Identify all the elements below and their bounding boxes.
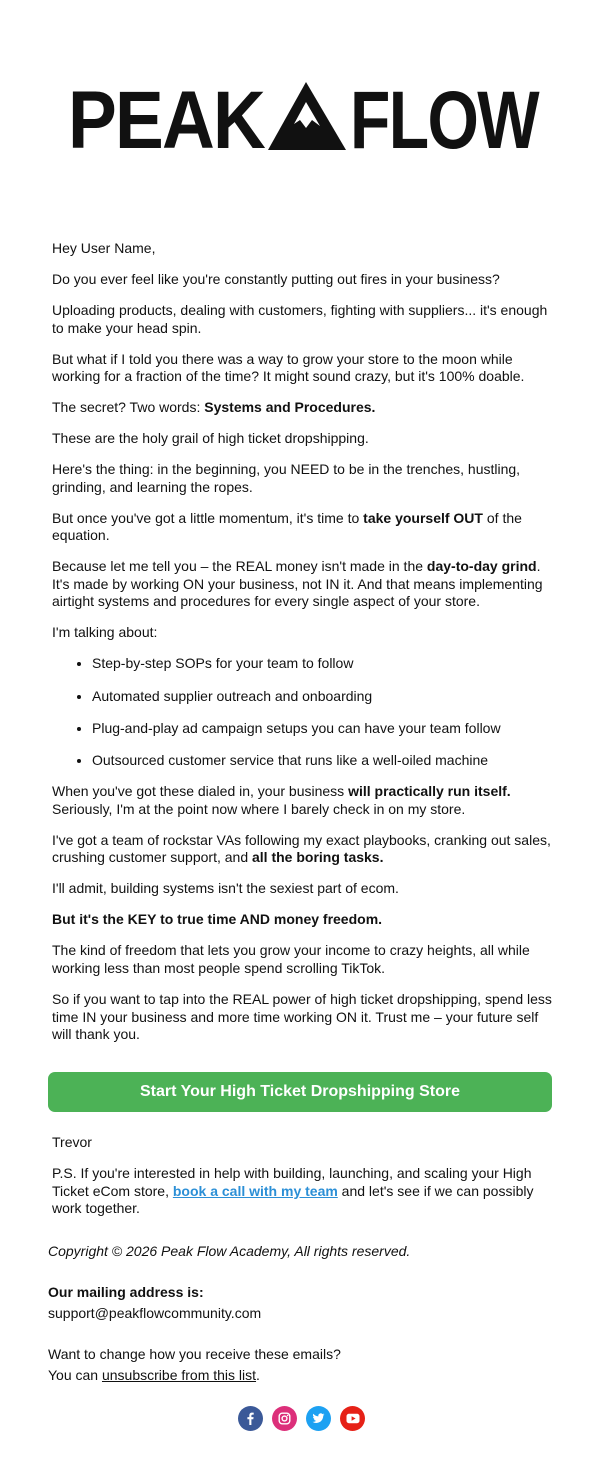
text: When you've got these dialed in, your business: [52, 783, 349, 800]
start-store-button[interactable]: Start Your High Ticket Dropshipping Store: [48, 1072, 552, 1112]
facebook-icon[interactable]: [238, 1406, 263, 1431]
text: Because let me tell you – the REAL money isn't made in the: [52, 558, 427, 575]
logo-text-flow: FLOW: [350, 75, 541, 166]
text: of the equation.: [52, 509, 522, 544]
youtube-icon[interactable]: [340, 1406, 365, 1431]
paragraph: These are the holy grail of high ticket dropshipping.: [52, 430, 369, 447]
mailing-address: support@peakflowcommunity.com: [48, 1305, 262, 1321]
emphasis: all the boring tasks.: [252, 849, 384, 866]
paragraph: [52, 911, 552, 929]
unsubscribe-link[interactable]: unsubscribe from this list: [101, 1367, 257, 1383]
email-body: [52, 240, 552, 1057]
logo-text-peak: PEAK: [68, 75, 266, 166]
bullet-list: [52, 655, 552, 769]
copyright: Copyright © 2026 Peak Flow Academy, All rights reserved.: [48, 1243, 411, 1259]
paragraph: Uploading products, dealing with customers, fighting with suppliers... it's enough to make your head spin.: [52, 301, 548, 336]
text: .: [256, 1367, 260, 1383]
text: and let's see if we can possibly work together.: [52, 1182, 534, 1217]
email-footer: [48, 1241, 568, 1386]
greeting: Hey User Name,: [52, 240, 156, 256]
paragraph: [52, 783, 552, 818]
unsubscribe-line: [48, 1365, 568, 1386]
list-item: • Plug-and-play ad campaign setups you can have your team follow: [92, 720, 552, 738]
text: You can: [48, 1367, 102, 1383]
list-item: • Outsourced customer service that runs like a well-oiled machine: [92, 752, 552, 770]
social-links: [238, 1406, 365, 1431]
list-item: • Step-by-step SOPs for your team to follow: [92, 655, 552, 673]
emphasis: will practically run itself.: [348, 783, 511, 800]
paragraph: The kind of freedom that lets you grow your income to crazy heights, all while working less than most people spend scrolling TikTok.: [52, 942, 530, 976]
brand-logo: [68, 75, 541, 166]
emphasis: take yourself OUT: [363, 509, 483, 526]
mailing-address-heading: Our mailing address is:: [48, 1284, 204, 1300]
emphasis: Systems and Procedures.: [204, 399, 376, 416]
paragraph: [52, 832, 552, 867]
paragraph: [52, 399, 552, 417]
signature-block: [52, 1134, 552, 1231]
text: Seriously, I'm at the point now where I barely check in on my store.: [52, 800, 466, 817]
instagram-icon[interactable]: [272, 1406, 297, 1431]
text: . It's made by working ON your business, not IN it. And that means implementing airtight systems and procedures for every single aspect of your store.: [52, 558, 543, 610]
text: I've got a team of rockstar VAs following my exact playbooks, cranking out sales, crushing customer support, and: [52, 831, 551, 866]
paragraph: [52, 510, 552, 545]
paragraph: Do you ever feel like you're constantly putting out fires in your business?: [52, 270, 500, 287]
paragraph: But what if I told you there was a way to grow your store to the moon while working for a fraction of the time? It might sound crazy, but it's 100% doable.: [52, 350, 525, 385]
paragraph: [52, 558, 552, 611]
postscript: [52, 1165, 552, 1218]
paragraph: I'll admit, building systems isn't the sexiest part of ecom.: [52, 880, 399, 897]
emphasis: day-to-day grind: [426, 558, 537, 575]
signature: Trevor: [52, 1134, 92, 1150]
mountain-icon: [268, 82, 346, 150]
peak-flow-logo: [68, 75, 541, 166]
paragraph: I'm talking about:: [52, 624, 158, 641]
emphasis: But it's the KEY to true time AND money freedom.: [52, 911, 383, 928]
preferences-text: Want to change how you receive these emails?: [48, 1346, 341, 1362]
text: The secret? Two words:: [52, 399, 205, 416]
paragraph: So if you want to tap into the REAL power of high ticket dropshipping, spend less time IN your business and more time working ON it. Trust me – your future self will thank you.: [52, 990, 552, 1043]
list-item: • Automated supplier outreach and onboarding: [92, 688, 552, 706]
twitter-icon[interactable]: [306, 1406, 331, 1431]
book-call-link[interactable]: book a call with my team: [172, 1182, 338, 1199]
text: But once you've got a little momentum, it's time to: [52, 509, 364, 526]
paragraph: Here's the thing: in the beginning, you NEED to be in the trenches, hustling, grinding, and learning the ropes.: [52, 461, 521, 495]
text: P.S. If you're interested in help with building, launching, and scaling your High Ticket eCom store,: [52, 1164, 532, 1199]
